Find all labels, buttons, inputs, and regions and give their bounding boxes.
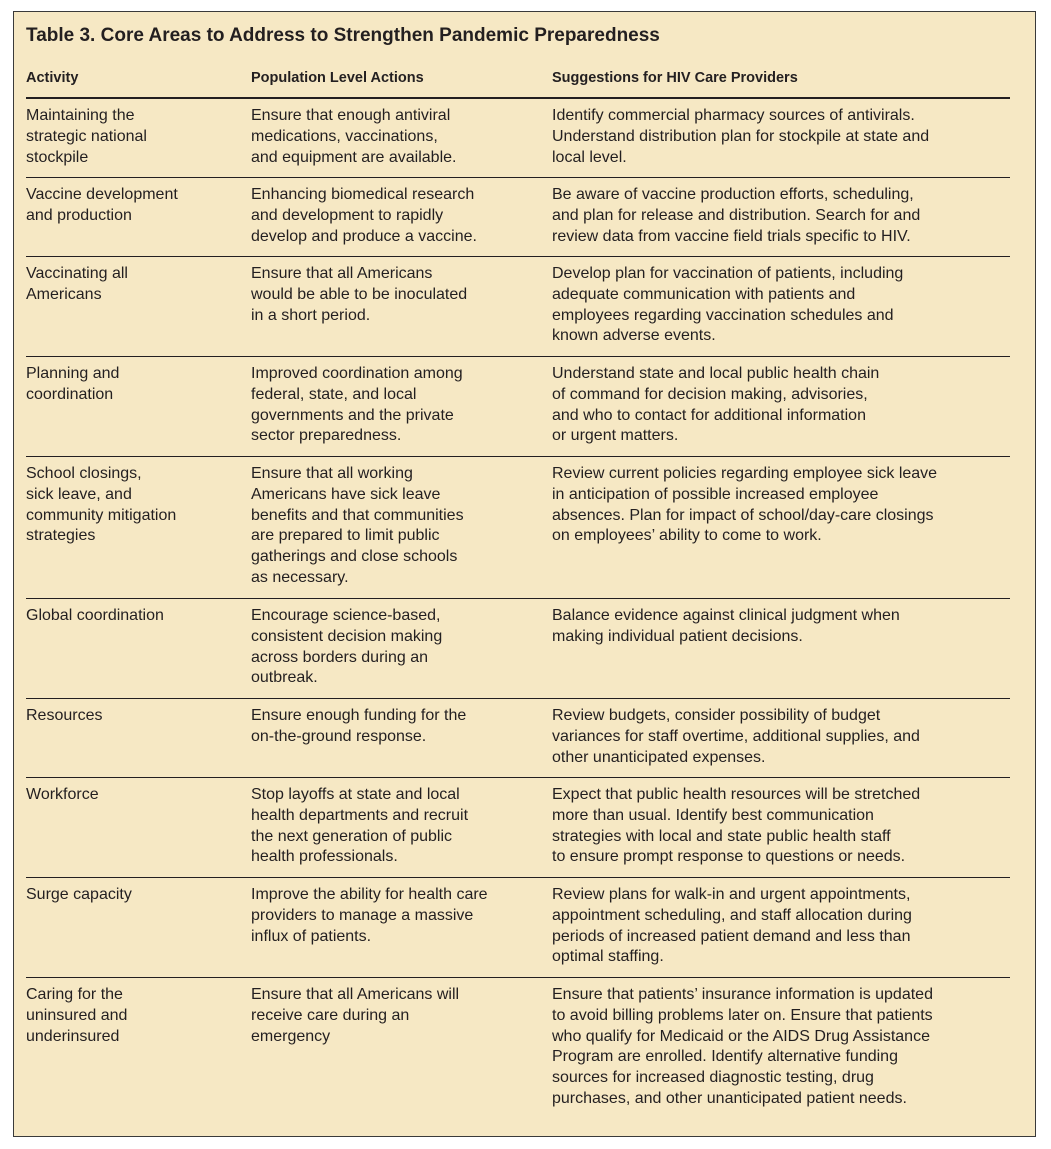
population-action-cell: Enhancing biomedical research and development to rapidly develop and produce a vaccine.: [251, 186, 477, 245]
population-action-cell: Ensure that enough antiviral medications, vaccinations, and equipment are available.: [251, 107, 457, 166]
column-header-population-actions: Population Level Actions: [251, 70, 424, 86]
suggestion-cell: Review budgets, consider possibility of budget variances for staff overtime, additional supplies, and other unanticipated expenses.: [552, 707, 920, 766]
table-row: [26, 99, 1010, 178]
activity-cell: Vaccinating all Americans: [26, 265, 128, 303]
column-header-activity: Activity: [26, 70, 79, 86]
table-row: [26, 257, 1010, 357]
table-body: [26, 99, 1010, 1118]
activity-cell: Surge capacity: [26, 886, 132, 903]
suggestion-cell: Expect that public health resources will be stretched more than usual. Identify best communication strategies with local and state public health staff to ensure prompt response to questions or needs.: [552, 786, 921, 866]
population-action-cell: Encourage science-based, consistent decision making across borders during an outbreak.: [251, 607, 443, 687]
suggestion-cell: Review plans for walk-in and urgent appointments, appointment scheduling, and staff allocation during periods of increased patient demand and less than optimal staffing.: [552, 886, 912, 966]
population-action-cell: Improved coordination among federal, state, and local governments and the private sector preparedness.: [251, 365, 463, 445]
activity-cell: Resources: [26, 707, 103, 724]
table-row: [26, 457, 1010, 599]
table-row: [26, 978, 1010, 1118]
population-action-cell: Ensure that all Americans will receive care during an emergency: [251, 986, 460, 1045]
suggestion-cell: Identify commercial pharmacy sources of antivirals. Understand distribution plan for stockpile at state and local level.: [552, 107, 930, 166]
population-action-cell: Ensure enough funding for the on-the-ground response.: [251, 707, 467, 745]
suggestion-cell: Review current policies regarding employee sick leave in anticipation of possible increased employee absences. Plan for impact of school/day-care closings on employees’ ability to come to work.: [552, 465, 938, 545]
population-action-cell: Ensure that all working Americans have sick leave benefits and that communities are prepared to limit public gatherings and close schools as necessary.: [251, 465, 464, 586]
activity-cell: Caring for the uninsured and underinsured: [26, 986, 128, 1045]
activity-cell: Workforce: [26, 786, 99, 803]
activity-cell: Planning and coordination: [26, 365, 120, 403]
activity-cell: School closings, sick leave, and community mitigation strategies: [26, 465, 177, 545]
population-action-cell: Improve the ability for health care providers to manage a massive influx of patients.: [251, 886, 488, 945]
table-row: [26, 178, 1010, 257]
population-action-cell: Ensure that all Americans would be able to be inoculated in a short period.: [251, 265, 468, 324]
table-row: [26, 599, 1010, 699]
suggestion-cell: Develop plan for vaccination of patients, including adequate communication with patients and employees regarding vaccination schedules and known adverse events.: [552, 265, 904, 345]
table-row: [26, 699, 1010, 778]
activity-cell: Global coordination: [26, 607, 164, 624]
table-row: [26, 357, 1010, 457]
table-header: [26, 70, 1010, 99]
population-action-cell: Stop layoffs at state and local health departments and recruit the next generation of public health professionals.: [251, 786, 469, 866]
suggestion-cell: Balance evidence against clinical judgment when making individual patient decisions.: [552, 607, 900, 645]
suggestion-cell: Be aware of vaccine production efforts, scheduling, and plan for release and distribution. Search for and review data from vaccine field trials specific to HIV.: [552, 186, 921, 245]
suggestion-cell: Understand state and local public health chain of command for decision making, advisories, and who to contact for additional information or urgent matters.: [552, 365, 880, 445]
activity-cell: Maintaining the strategic national stockpile: [26, 107, 147, 166]
column-header-hiv-suggestions: Suggestions for HIV Care Providers: [552, 70, 798, 86]
table-row: [26, 778, 1010, 878]
suggestion-cell: Ensure that patients’ insurance information is updated to avoid billing problems later on. Ensure that patients who qualify for Medicaid or the AIDS Drug Assistance Program are enrolled. Identify alternative funding sources for increased diagnostic testing, drug purchases, and other unanticipated patient needs.: [552, 986, 933, 1107]
table-row: [26, 878, 1010, 978]
activity-cell: Vaccine development and production: [26, 186, 178, 224]
table-title: Table 3. Core Areas to Address to Strengthen Pandemic Preparedness: [26, 25, 660, 46]
